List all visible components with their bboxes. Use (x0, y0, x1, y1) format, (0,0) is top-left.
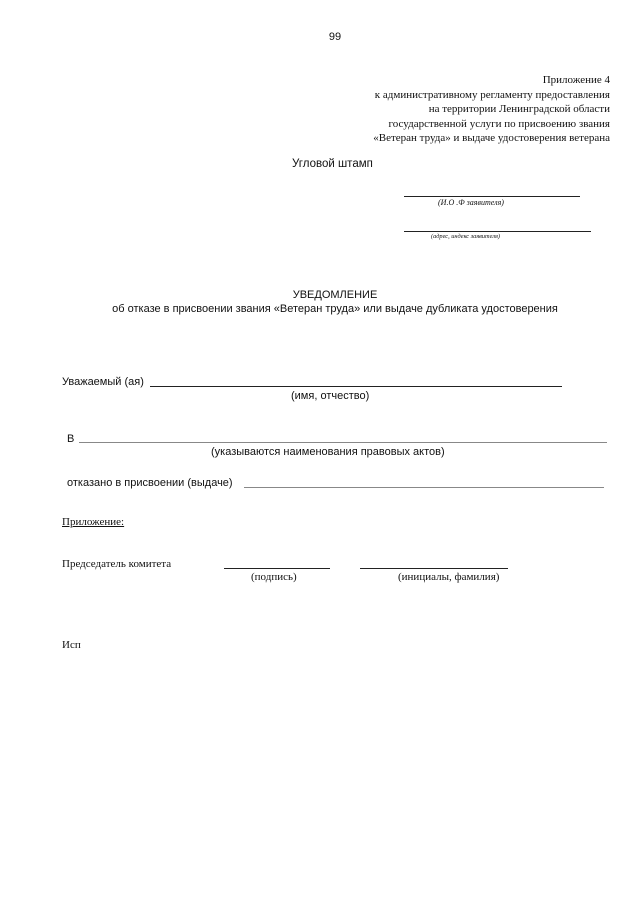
signature-line[interactable] (224, 568, 330, 569)
legal-acts-caption: (указываются наименования правовых актов) (211, 446, 445, 458)
signature-role: Председатель комитета (62, 558, 172, 570)
legal-acts-line[interactable] (79, 442, 607, 443)
corner-stamp-label: Угловой штамп (292, 158, 373, 170)
appendix-line: Приложение 4 (542, 74, 610, 86)
notice-title: УВЕДОМЛЕНИЕ (292, 289, 378, 301)
greeting-caption: (имя, отчество) (291, 390, 370, 402)
refused-label: отказано в присвоении (выдаче) (67, 477, 233, 489)
applicant-address-caption: (адрес, индекс заявителя) (431, 233, 501, 240)
greeting-label: Уважаемый (ая) (62, 376, 144, 388)
appendix-header (373, 73, 610, 146)
signatory-name-line[interactable] (360, 568, 508, 569)
page-number: 99 (328, 31, 342, 43)
refused-line[interactable] (244, 487, 604, 488)
legal-acts-prefix: В (67, 433, 75, 445)
appendix-line: «Ветеран труда» и выдаче удостоверения ветерана (373, 132, 610, 144)
applicant-address-line[interactable] (404, 231, 591, 232)
appendix-line: к административному регламенту предоставления (374, 88, 610, 101)
signatory-name-caption: (инициалы, фамилия) (398, 571, 500, 583)
greeting-name-line[interactable] (150, 386, 562, 387)
signature-caption: (подпись) (251, 571, 297, 583)
applicant-name-caption: (И.О .Ф заявителя) (438, 198, 504, 207)
notice-subtitle: об отказе в присвоении звания «Ветеран труда» или выдаче дубликата удостоверения (112, 303, 558, 315)
attachment-label: Приложение: (62, 516, 125, 528)
appendix-line: государственной услуги по присвоению звания (388, 117, 610, 130)
appendix-line: на территории Ленинградской области (428, 103, 610, 115)
applicant-name-line[interactable] (404, 196, 580, 197)
executor-label: Исп (62, 639, 81, 651)
